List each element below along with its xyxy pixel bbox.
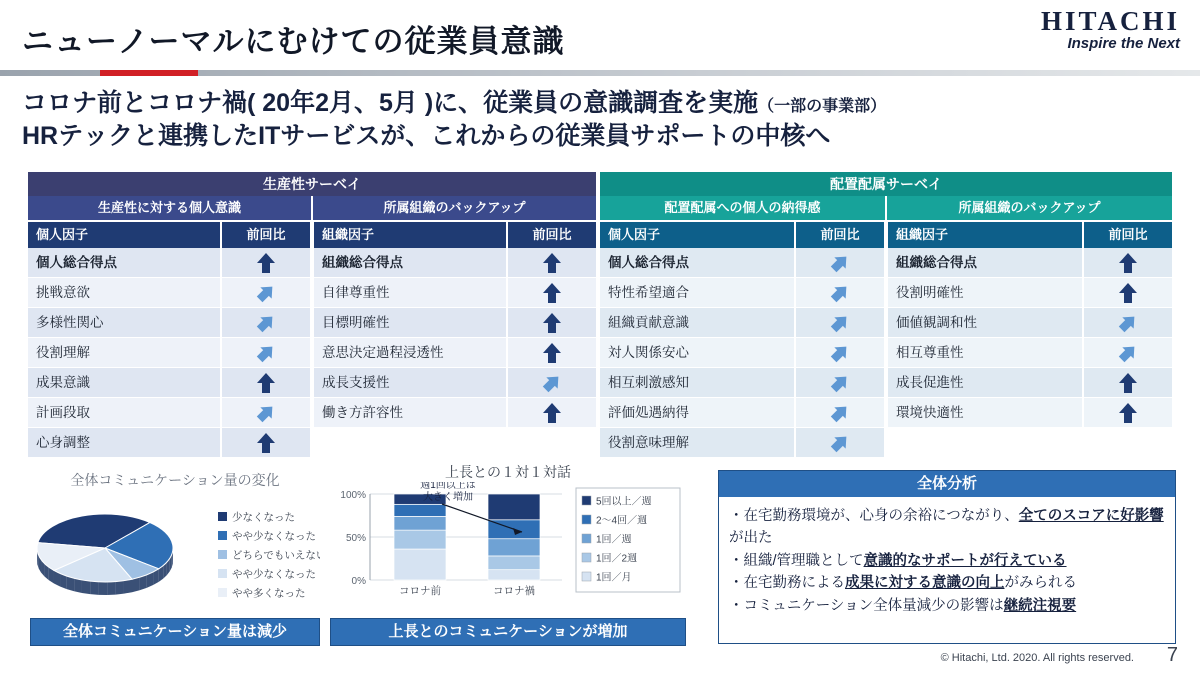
pie-caption: 全体コミュニケーション量は減少: [30, 618, 320, 646]
right-col-individual: [600, 222, 884, 458]
pie-chart-svg: [30, 490, 320, 616]
trend-cell: [506, 278, 596, 307]
table-row: [600, 368, 884, 398]
factor-label: 働き方許容性: [314, 398, 506, 427]
trend-cell: [220, 368, 310, 397]
arrow-up-icon: [256, 372, 276, 394]
arrow-up-icon: [1118, 402, 1138, 424]
analysis-item: ・組織/管理職として意識的なサポートが行えている: [729, 552, 1067, 569]
left-subheader-1: 生産性に対する個人意識: [28, 196, 313, 220]
bar-chart-svg: [330, 482, 686, 616]
left-table-subheaders: [28, 196, 596, 220]
table-row: [600, 278, 884, 308]
right-col1-header-delta: 前回比: [794, 222, 884, 248]
svg-text:50%: 50%: [345, 533, 366, 544]
right-col1-rows: [600, 248, 884, 458]
analysis-item: ・在宅勤務による成果に対する意識の向上がみられる: [729, 575, 1077, 592]
table-row: [600, 308, 884, 338]
left-col1-rows: [28, 248, 310, 458]
lead-line-1-main: コロナ前とコロナ禍( 20年2月、5月 )に、従業員の意識調査を実施: [22, 89, 759, 117]
svg-text:どちらでもいえない: どちらでもいえない: [232, 549, 320, 562]
trend-cell: [1082, 248, 1172, 277]
table-row: [28, 368, 310, 398]
trend-cell: [220, 338, 310, 367]
table-row: [314, 428, 596, 458]
trend-cell: [220, 308, 310, 337]
left-col2-header: [314, 222, 596, 248]
trend-cell: [506, 368, 596, 397]
left-col2-rows: [314, 248, 596, 458]
survey-tables: [28, 172, 1172, 460]
factor-label: 個人総合得点: [28, 248, 220, 277]
right-table-subheaders: [600, 196, 1172, 220]
arrow-up-right-icon: [255, 342, 277, 364]
arrow-up-right-icon: [1117, 312, 1139, 334]
productivity-survey-table: [28, 172, 596, 458]
svg-text:0%: 0%: [351, 576, 366, 587]
factor-label: 自律尊重性: [314, 278, 506, 307]
trend-cell: [220, 428, 310, 457]
right-col2-header: [888, 222, 1172, 248]
svg-text:1回／月: 1回／月: [596, 572, 632, 584]
table-row: [600, 248, 884, 278]
factor-label: 役割意味理解: [600, 428, 794, 457]
factor-label: 個人総合得点: [600, 248, 794, 277]
trend-cell: [1082, 398, 1172, 427]
table-row: [314, 368, 596, 398]
left-col-individual: [28, 222, 310, 458]
trend-cell: [794, 278, 884, 307]
arrow-up-right-icon: [829, 282, 851, 304]
arrow-up-right-icon: [255, 402, 277, 424]
left-col-org: [314, 222, 596, 458]
arrow-up-right-icon: [829, 432, 851, 454]
trend-cell: [1082, 428, 1172, 457]
bar-caption: 上長とのコミュニケーションが増加: [330, 618, 686, 646]
svg-text:週1回以上は: 週1回以上は: [420, 482, 476, 491]
right-col1-header: [600, 222, 884, 248]
trend-cell: [1082, 368, 1172, 397]
analysis-item: ・在宅勤務環境が、心身の余裕につながり、全てのスコアに好影響が出た: [729, 508, 1164, 547]
slide-header: [0, 0, 1200, 70]
factor-label: 成果意識: [28, 368, 220, 397]
trend-cell: [506, 398, 596, 427]
svg-text:やや多くなった: やや多くなった: [232, 587, 306, 600]
lead-line-2: HRテックと連携したITサービスが、これからの従業員サポートの中核へ: [22, 122, 831, 151]
factor-label: 多様性関心: [28, 308, 220, 337]
trend-cell: [506, 308, 596, 337]
factor-label: 環境快適性: [888, 398, 1082, 427]
arrow-up-right-icon: [541, 372, 563, 394]
table-row: [888, 338, 1172, 368]
communication-pie-chart: [30, 470, 320, 620]
svg-text:5回以上／週: 5回以上／週: [596, 496, 652, 508]
right-col2-header-delta: 前回比: [1082, 222, 1172, 248]
arrow-up-icon: [542, 342, 562, 364]
right-subheader-1: 配置配属への個人の納得感: [600, 196, 887, 220]
table-row: [28, 248, 310, 278]
trend-cell: [794, 248, 884, 277]
trend-cell: [220, 248, 310, 277]
table-row: [888, 398, 1172, 428]
svg-text:コロナ禍: コロナ禍: [493, 585, 535, 597]
lead-copy: [22, 88, 1182, 153]
svg-text:2〜4回／週: 2〜4回／週: [596, 515, 648, 527]
trend-cell: [794, 428, 884, 457]
svg-text:1回／週: 1回／週: [596, 534, 632, 546]
factor-label: 特性希望適合: [600, 278, 794, 307]
trend-cell: [1082, 308, 1172, 337]
arrow-up-icon: [256, 432, 276, 454]
factor-label: 計画段取: [28, 398, 220, 427]
logo-tagline: Inspire the Next: [1067, 35, 1180, 52]
right-col2-rows: [888, 248, 1172, 458]
table-row: [888, 308, 1172, 338]
table-row: [314, 308, 596, 338]
analysis-items: [719, 497, 1175, 617]
table-row: [314, 398, 596, 428]
left-subheader-2: 所属組織のバックアップ: [313, 196, 596, 220]
factor-label: 意思決定過程浸透性: [314, 338, 506, 367]
factor-label: [314, 428, 506, 457]
trend-cell: [220, 398, 310, 427]
trend-cell: [506, 248, 596, 277]
right-subheader-2: 所属組織のバックアップ: [887, 196, 1172, 220]
copyright-text: © Hitachi, Ltd. 2020. All rights reserved.: [940, 652, 1134, 664]
factor-label: 心身調整: [28, 428, 220, 457]
trend-cell: [794, 308, 884, 337]
bar-chart-title: 上長との１対１対話: [445, 464, 571, 480]
left-table-band: 生産性サーベイ: [28, 172, 596, 196]
overall-analysis-panel: [718, 470, 1176, 644]
arrow-up-icon: [1118, 252, 1138, 274]
trend-cell: [794, 368, 884, 397]
arrow-up-icon: [256, 252, 276, 274]
svg-text:1回／2週: 1回／2週: [596, 553, 638, 565]
table-row: [28, 338, 310, 368]
right-col1-header-factor: 個人因子: [600, 222, 794, 248]
arrow-up-right-icon: [829, 372, 851, 394]
arrow-up-right-icon: [829, 312, 851, 334]
svg-text:やや少なくなった: やや少なくなった: [232, 568, 316, 581]
page-number: 7: [1166, 644, 1178, 666]
factor-label: 役割理解: [28, 338, 220, 367]
arrow-up-icon: [542, 252, 562, 274]
factor-label: 相互尊重性: [888, 338, 1082, 367]
trend-cell: [506, 428, 596, 457]
table-row: [888, 428, 1172, 458]
arrow-up-icon: [542, 312, 562, 334]
table-row: [314, 338, 596, 368]
factor-label: 対人関係安心: [600, 338, 794, 367]
svg-text:大きく増加: 大きく増加: [423, 492, 473, 503]
trend-cell: [1082, 278, 1172, 307]
factor-label: 成長促進性: [888, 368, 1082, 397]
placement-survey-table: [600, 172, 1172, 458]
table-row: [888, 368, 1172, 398]
trend-cell: [794, 398, 884, 427]
trend-cell: [220, 278, 310, 307]
logo-wordmark: HITACHI: [1040, 6, 1180, 36]
trend-cell: [794, 338, 884, 367]
arrow-up-right-icon: [255, 312, 277, 334]
left-col2-header-factor: 組織因子: [314, 222, 506, 248]
table-row: [28, 308, 310, 338]
arrow-up-right-icon: [829, 252, 851, 274]
table-row: [28, 398, 310, 428]
arrow-up-icon: [542, 282, 562, 304]
table-row: [600, 338, 884, 368]
factor-label: 相互刺激感知: [600, 368, 794, 397]
trend-cell: [1082, 338, 1172, 367]
table-row: [888, 248, 1172, 278]
svg-text:少なくなった: 少なくなった: [232, 511, 295, 524]
factor-label: 挑戦意欲: [28, 278, 220, 307]
table-row: [28, 278, 310, 308]
analysis-title: 全体分析: [719, 471, 1175, 497]
factor-label: [888, 428, 1082, 457]
left-col1-header: [28, 222, 310, 248]
table-row: [314, 248, 596, 278]
table-row: [28, 428, 310, 458]
one-on-one-bar-chart: [330, 462, 686, 614]
table-row: [888, 278, 1172, 308]
table-row: [600, 428, 884, 458]
arrow-up-right-icon: [255, 282, 277, 304]
arrow-up-right-icon: [829, 402, 851, 424]
factor-label: 組織総合得点: [888, 248, 1082, 277]
lead-line-1-note: （一部の事業部）: [758, 98, 887, 115]
svg-text:やや少なくなった: やや少なくなった: [232, 530, 316, 543]
factor-label: 目標明確性: [314, 308, 506, 337]
analysis-item: ・コミュニケーション全体量減少の影響は継続注視要: [729, 597, 1077, 614]
header-accent-bar: [100, 70, 198, 76]
factor-label: 評価処遇納得: [600, 398, 794, 427]
right-col-org: [888, 222, 1172, 458]
arrow-up-right-icon: [1117, 342, 1139, 364]
left-col1-header-delta: 前回比: [220, 222, 310, 248]
lead-line-1: [22, 88, 1182, 119]
factor-label: 成長支援性: [314, 368, 506, 397]
factor-label: 組織貢献意識: [600, 308, 794, 337]
pie-chart-title: 全体コミュニケーション量の変化: [70, 472, 280, 488]
factor-label: 役割明確性: [888, 278, 1082, 307]
table-row: [600, 398, 884, 428]
svg-text:100%: 100%: [340, 490, 366, 501]
arrow-up-icon: [1118, 372, 1138, 394]
arrow-up-icon: [1118, 282, 1138, 304]
arrow-up-right-icon: [829, 342, 851, 364]
page-title: ニューノーマルにむけての従業員意識: [22, 24, 565, 59]
hitachi-logo: [1041, 6, 1180, 52]
factor-label: 組織総合得点: [314, 248, 506, 277]
table-row: [314, 278, 596, 308]
arrow-up-icon: [542, 402, 562, 424]
left-col1-header-factor: 個人因子: [28, 222, 220, 248]
right-table-band: 配置配属サーベイ: [600, 172, 1172, 196]
trend-cell: [506, 338, 596, 367]
right-col2-header-factor: 組織因子: [888, 222, 1082, 248]
left-col2-header-delta: 前回比: [506, 222, 596, 248]
factor-label: 価値観調和性: [888, 308, 1082, 337]
svg-text:コロナ前: コロナ前: [399, 585, 441, 597]
